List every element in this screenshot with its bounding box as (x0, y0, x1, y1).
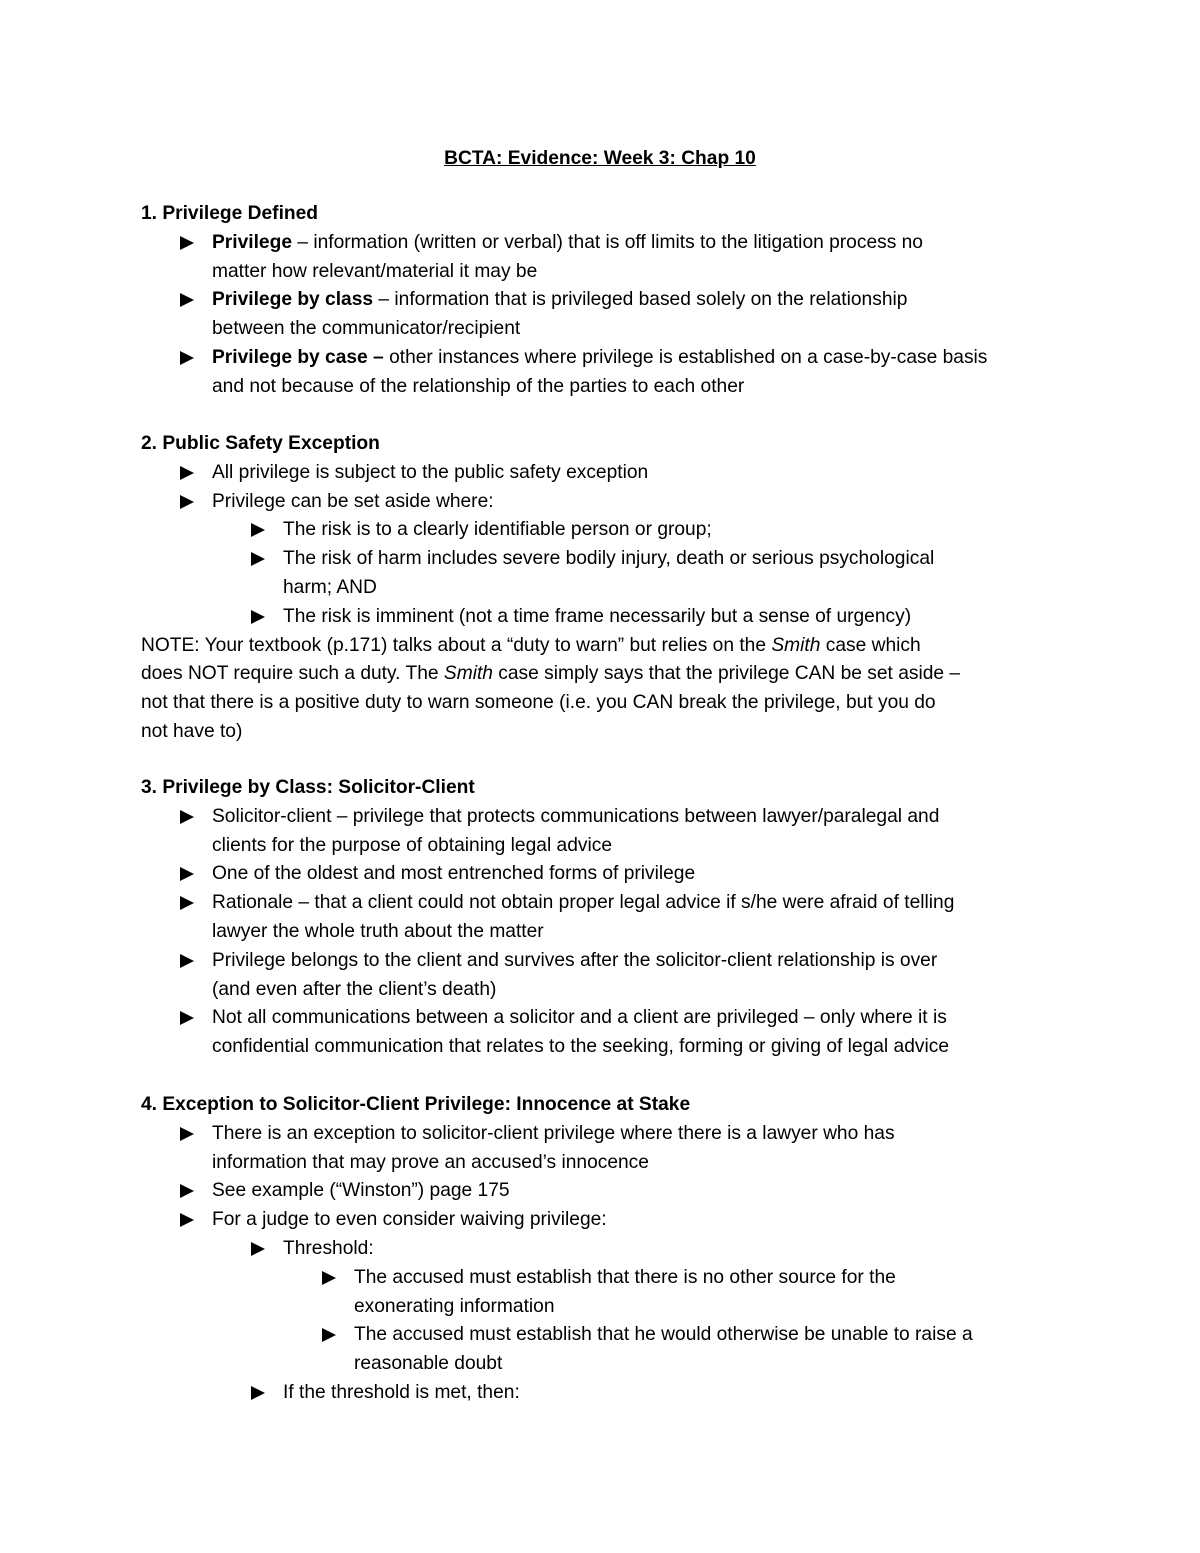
bullet-item (0, 889, 1200, 918)
section-public-safety (0, 430, 1200, 747)
bullet-arrow-icon (180, 1213, 194, 1227)
bullet-arrow-icon (180, 236, 194, 250)
bullet-arrow-icon (251, 1386, 265, 1400)
bullet-item (0, 1206, 1200, 1235)
bullet-arrow-icon (251, 552, 265, 566)
bullet-arrow-icon (180, 896, 194, 910)
bullet-continuation: and not because of the relationship of the parties to each other (212, 375, 745, 397)
term-label: Privilege by class (212, 289, 374, 311)
section-innocence-at-stake (0, 1091, 1200, 1408)
sub-sub-bullet-item (0, 1321, 1200, 1350)
bullet-arrow-icon (180, 867, 194, 881)
bullet-text: Privilege can be set aside where: (212, 490, 494, 512)
bullet-item (0, 229, 1200, 258)
bullet-text: All privilege is subject to the public safety exception (212, 461, 649, 483)
term-label: Privilege (212, 231, 292, 253)
bullet-item (0, 803, 1200, 832)
bullet-arrow-icon (180, 954, 194, 968)
bullet-arrow-icon (180, 495, 194, 509)
sub-bullet-item (0, 1379, 1200, 1408)
section-heading: 4. Exception to Solicitor-Client Privilege: Innocence at Stake (141, 1094, 691, 1115)
bullet-item (0, 1004, 1200, 1033)
document-title: BCTA: Evidence: Week 3: Chap 10 (444, 148, 756, 169)
bullet-text: The accused must establish that he would otherwise be unable to raise a (354, 1324, 973, 1346)
section-heading: 3. Privilege by Class: Solicitor-Client (141, 777, 475, 798)
section-heading: 1. Privilege Defined (141, 203, 319, 224)
sub-bullet-item (0, 516, 1200, 545)
bullet-arrow-icon (322, 1271, 336, 1285)
term-label: Privilege by case – (212, 346, 384, 368)
note-line: not have to) (141, 720, 243, 742)
bullet-arrow-icon (180, 1184, 194, 1198)
bullet-text: One of the oldest and most entrenched forms of privilege (212, 863, 696, 885)
bullet-continuation: confidential communication that relates to the seeking, forming or giving of legal advice (212, 1036, 949, 1058)
bullet-text: There is an exception to solicitor-client privilege where there is a lawyer who has (212, 1122, 895, 1144)
note-text: case simply says that the privilege CAN be set aside – (492, 663, 961, 685)
sub-sub-bullet-item (0, 1264, 1200, 1293)
bullet-text: The accused must establish that there is no other source for the (354, 1266, 896, 1288)
bullet-text: Rationale – that a client could not obtain proper legal advice if s/he were afraid of telling (212, 892, 955, 914)
bullet-arrow-icon (180, 293, 194, 307)
bullet-arrow-icon (180, 466, 194, 480)
bullet-arrow-icon (251, 1242, 265, 1256)
bullet-text: Solicitor-client – privilege that protects communications between lawyer/paralegal and (212, 805, 940, 827)
bullet-item (0, 488, 1200, 517)
bullet-text: The risk is imminent (not a time frame necessarily but a sense of urgency) (283, 605, 912, 627)
bullet-text: The risk of harm includes severe bodily injury, death or serious psychological (283, 548, 935, 570)
bullet-text: Threshold: (283, 1237, 374, 1259)
bullet-arrow-icon (251, 523, 265, 537)
bullet-continuation: lawyer the whole truth about the matter (212, 920, 544, 942)
section-privilege-defined (0, 200, 1200, 402)
bullet-arrow-icon (322, 1328, 336, 1342)
bullet-continuation: exonerating information (354, 1295, 555, 1317)
note-text: case which (820, 634, 921, 656)
section-solicitor-client (0, 774, 1200, 1062)
bullet-item (0, 459, 1200, 488)
bullet-continuation: clients for the purpose of obtaining legal advice (212, 834, 612, 856)
bullet-text: Not all communications between a solicitor and a client are privileged – only where it is (212, 1007, 947, 1029)
bullet-item (0, 947, 1200, 976)
sub-bullet-item (0, 603, 1200, 632)
note-text: does NOT require such a duty. The (141, 663, 444, 685)
sub-bullet-item (0, 545, 1200, 574)
bullet-continuation: (and even after the client’s death) (212, 978, 497, 1000)
section-heading: 2. Public Safety Exception (141, 433, 380, 454)
note-line (0, 660, 1200, 689)
bullet-text: If the threshold is met, then: (283, 1381, 520, 1403)
bullet-text: For a judge to even consider waiving privilege: (212, 1209, 607, 1231)
bullet-item (0, 286, 1200, 315)
bullet-continuation: between the communicator/recipient (212, 318, 521, 340)
bullet-continuation: information that may prove an accused’s innocence (212, 1151, 649, 1173)
bullet-text: Privilege belongs to the client and survives after the solicitor-client relationship is over (212, 949, 938, 971)
bullet-text: – information (written or verbal) that is off limits to the litigation process no (292, 231, 923, 253)
bullet-arrow-icon (180, 1127, 194, 1141)
note-line: not that there is a positive duty to warn someone (i.e. you CAN break the privilege, but you do (141, 692, 936, 714)
bullet-text: other instances where privilege is established on a case-by-case basis (383, 346, 988, 368)
bullet-item (0, 1177, 1200, 1206)
note-line (0, 632, 1200, 661)
bullet-arrow-icon (180, 810, 194, 824)
case-name: Smith (771, 634, 821, 656)
bullet-text: The risk is to a clearly identifiable person or group; (283, 519, 712, 541)
bullet-arrow-icon (251, 610, 265, 624)
bullet-item (0, 1120, 1200, 1149)
case-name: Smith (443, 663, 493, 685)
bullet-text: See example (“Winston”) page 175 (212, 1180, 510, 1202)
sub-bullet-item (0, 1235, 1200, 1264)
bullet-arrow-icon (180, 351, 194, 365)
bullet-continuation: reasonable doubt (354, 1353, 503, 1375)
bullet-text: – information that is privileged based solely on the relationship (373, 289, 908, 311)
note-text: NOTE: Your textbook (p.171) talks about a “duty to warn” but relies on the (141, 634, 772, 656)
bullet-continuation: matter how relevant/material it may be (212, 260, 538, 282)
bullet-continuation: harm; AND (283, 576, 377, 598)
bullet-item (0, 344, 1200, 373)
bullet-arrow-icon (180, 1011, 194, 1025)
bullet-item (0, 860, 1200, 889)
